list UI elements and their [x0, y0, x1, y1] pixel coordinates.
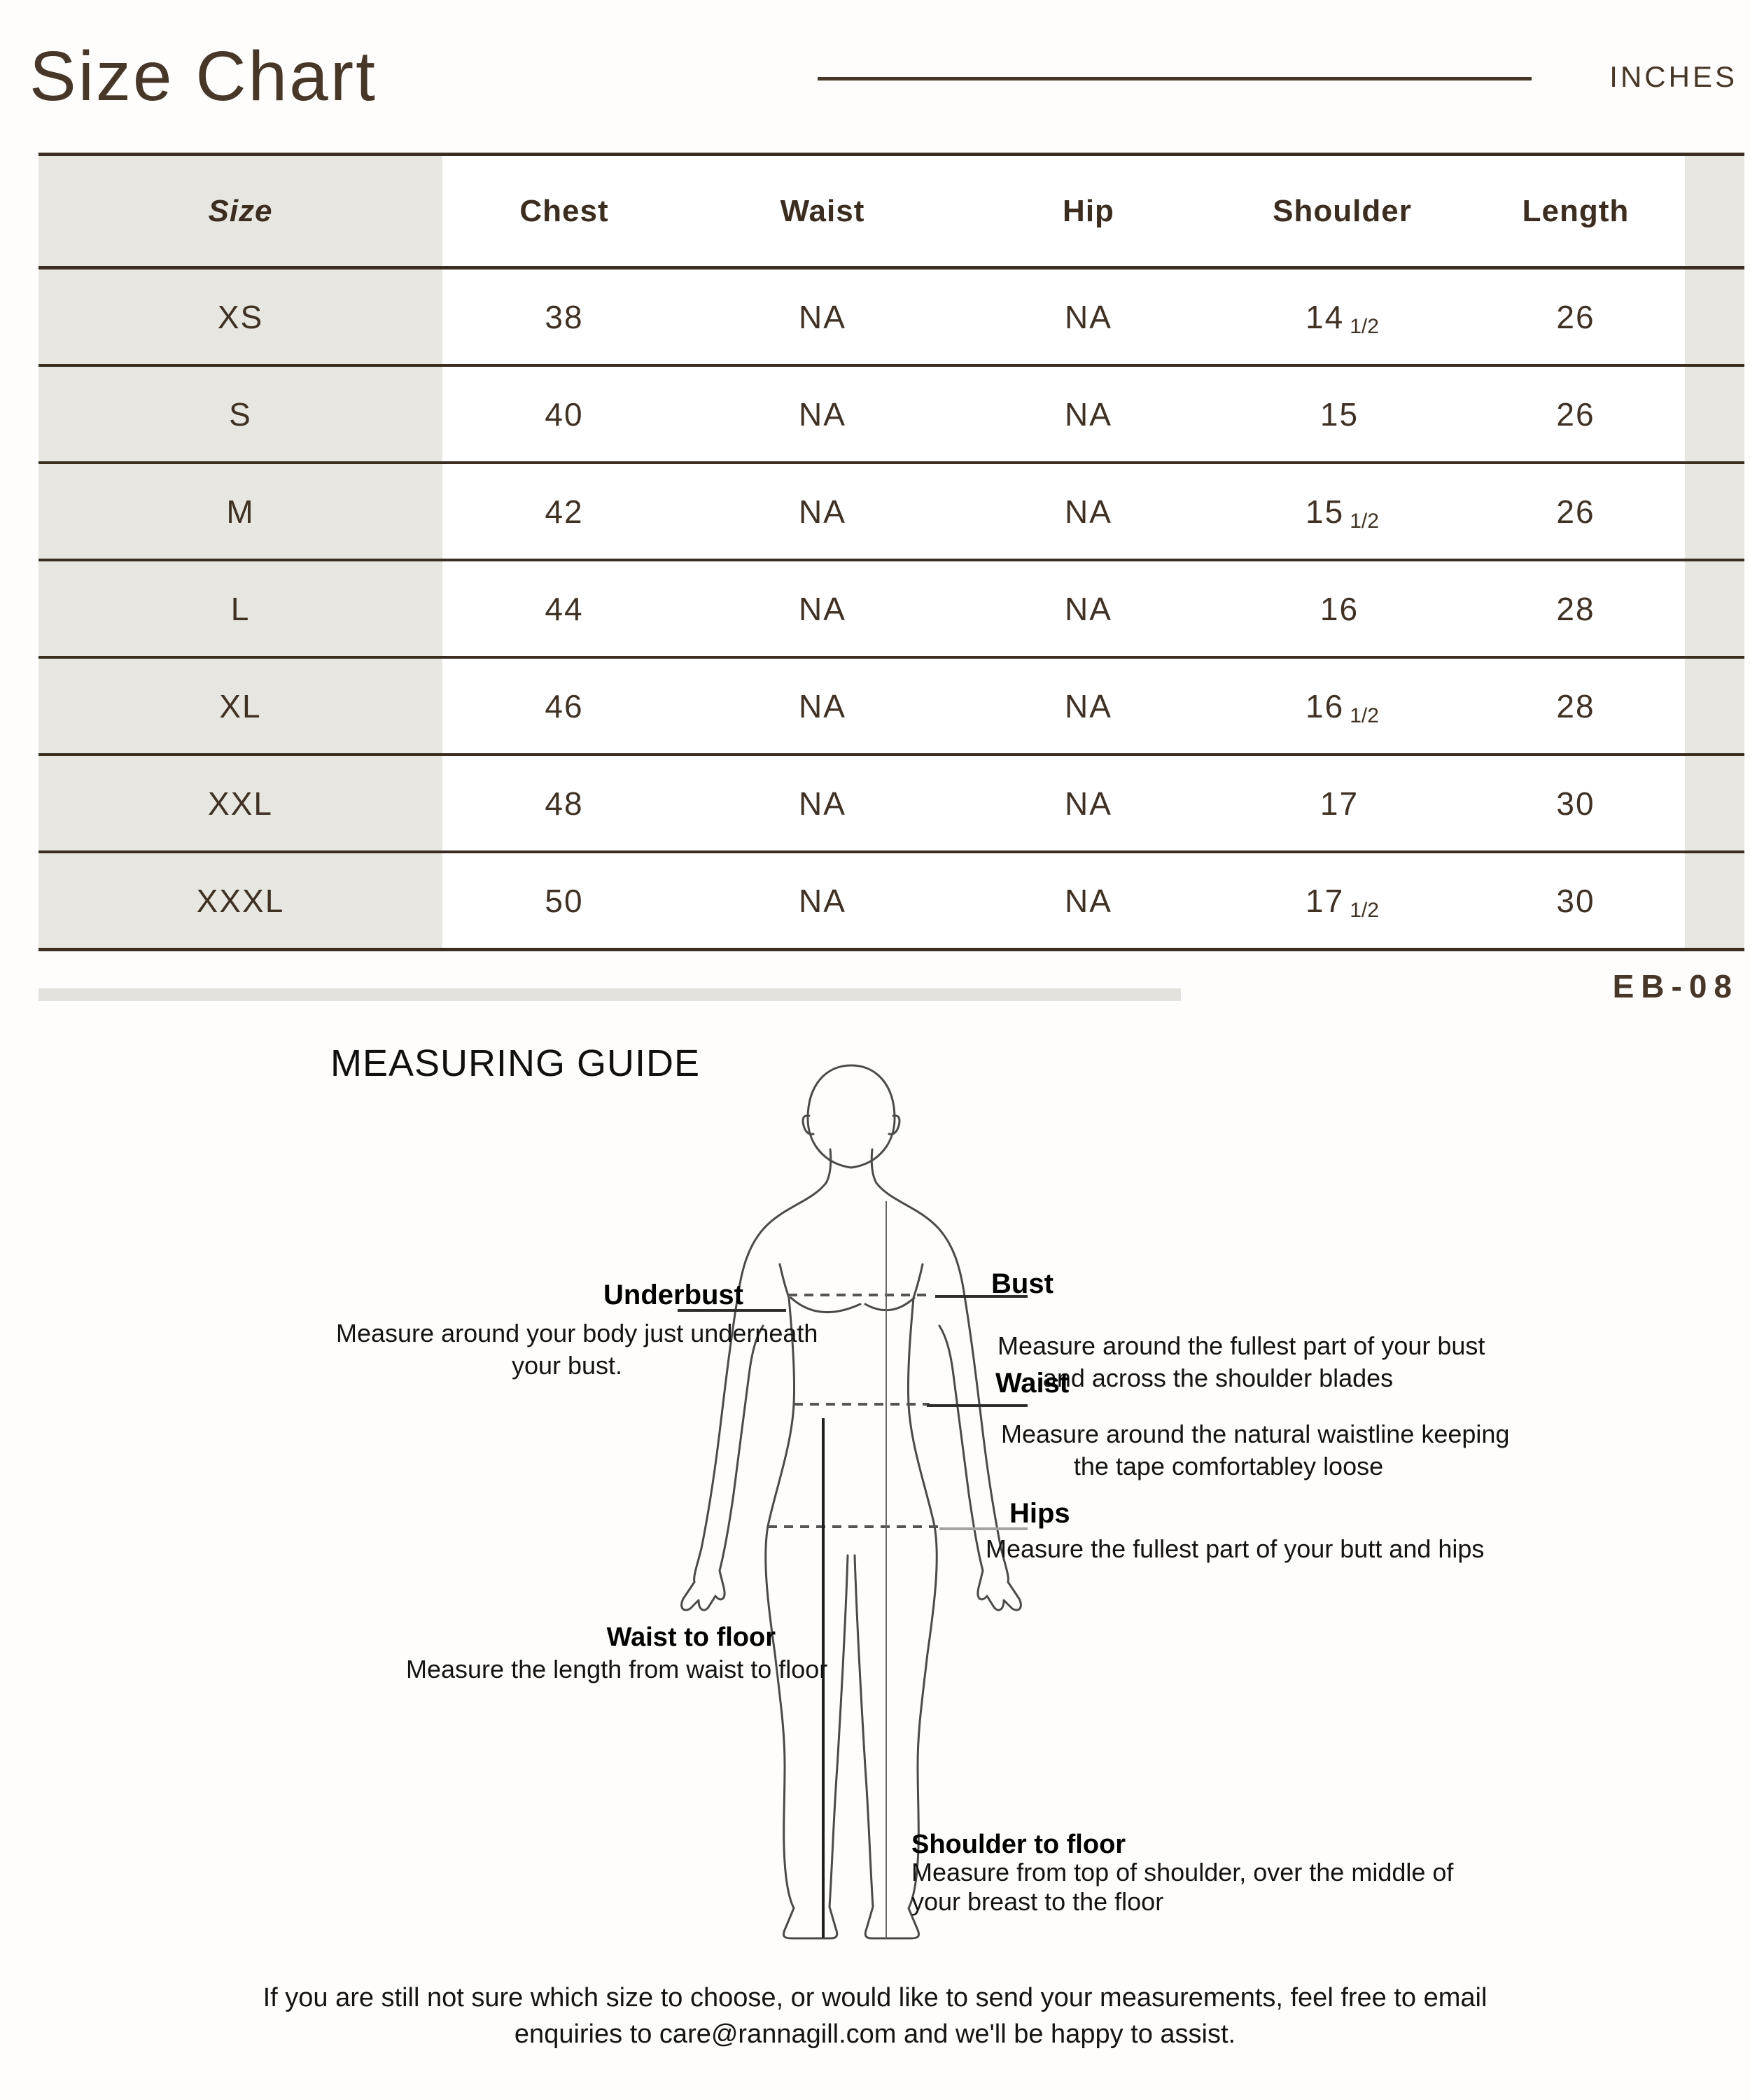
spacer-cell — [1685, 464, 1744, 559]
waist-cell: NA — [686, 367, 959, 461]
shoulder-cell: 15 — [1218, 367, 1466, 461]
size-cell: XXL — [38, 756, 442, 850]
hip-cell: NA — [959, 464, 1218, 559]
body-outline — [682, 1065, 1021, 1938]
length-cell: 30 — [1466, 853, 1685, 948]
length-cell: 26 — [1466, 270, 1685, 364]
fraction: 1/2 — [1350, 509, 1379, 533]
shoulder-cell: 17 1/2 — [1218, 853, 1466, 948]
spacer-cell — [1685, 756, 1744, 850]
hip-cell: NA — [959, 561, 1218, 656]
shoulder-cell: 15 1/2 — [1218, 464, 1466, 559]
bust-text: Measure around the fullest part of your bust and across the shoulder blades — [997, 1331, 1485, 1392]
chest-cell: 46 — [442, 659, 686, 753]
shoulder-cell: 17 — [1218, 756, 1466, 850]
header-cell-spacer — [1685, 156, 1744, 266]
table-row — [38, 464, 1744, 561]
waist-cell: NA — [686, 464, 959, 559]
length-cell: 26 — [1466, 367, 1685, 461]
size-cell: XL — [38, 659, 442, 753]
hip-cell: NA — [959, 270, 1218, 364]
waist-cell: NA — [686, 853, 959, 948]
size-cell: XS — [38, 270, 442, 364]
hips-label: Hips — [1009, 1498, 1070, 1529]
header-cell-size: Size — [38, 156, 442, 266]
style-code: EB-08 — [1612, 968, 1739, 1004]
header-cell-chest: Chest — [442, 156, 686, 266]
waist-to-floor-text: Measure the length from waist to floor — [406, 1655, 828, 1684]
underbust-text: Measure around your body just underneath your bust. — [336, 1319, 818, 1380]
size-table — [38, 153, 1744, 951]
footer-note — [0, 1980, 1750, 2052]
shoulder-cell: 14 1/2 — [1218, 270, 1466, 364]
chest-cell: 40 — [442, 367, 686, 461]
waist-cell: NA — [686, 756, 959, 850]
length-cell: 30 — [1466, 756, 1685, 850]
title-divider-line — [818, 77, 1532, 80]
hip-cell: NA — [959, 853, 1218, 948]
spacer-cell — [1685, 853, 1744, 948]
bust-label: Bust — [991, 1268, 1054, 1299]
spacer-cell — [1685, 367, 1744, 461]
footer-line-1: If you are still not sure which size to choose, or would like to send your measurements, feel free to email — [262, 1983, 1488, 2012]
waist-cell: NA — [686, 561, 959, 656]
table-row — [38, 561, 1744, 659]
chest-cell: 44 — [442, 561, 686, 656]
underbust-label: Underbust — [603, 1280, 743, 1310]
table-row — [38, 659, 1744, 756]
shoulder-cell: 16 1/2 — [1218, 659, 1466, 753]
length-cell: 28 — [1466, 561, 1685, 656]
spacer-cell — [1685, 561, 1744, 656]
unit-label: INCHES — [1609, 60, 1737, 93]
table-row — [38, 367, 1744, 464]
fraction: 1/2 — [1350, 898, 1379, 922]
header-cell-hip: Hip — [959, 156, 1218, 266]
measuring-guide-title: MEASURING GUIDE — [330, 1042, 701, 1084]
shoulder-cell: 16 — [1218, 561, 1466, 656]
shoulder-to-floor-label: Shoulder to floor — [911, 1830, 1126, 1859]
table-row — [38, 853, 1744, 951]
waist-text: Measure around the natural waistline keeping the tape comfortabley loose — [1001, 1420, 1510, 1480]
spacer-cell — [1685, 659, 1744, 753]
spacer-cell — [1685, 270, 1744, 364]
length-cell: 28 — [1466, 659, 1685, 753]
size-cell: XXXL — [38, 853, 442, 948]
fraction: 1/2 — [1350, 704, 1379, 727]
waist-label: Waist — [995, 1368, 1070, 1399]
footer-line-2: enquiries to care@rannagill.com and we'll be happy to assist. — [514, 2019, 1236, 2049]
waist-cell: NA — [686, 659, 959, 753]
header-cell-shoulder: Shoulder — [1218, 156, 1466, 266]
header-cell-waist: Waist — [686, 156, 959, 266]
chest-cell: 38 — [442, 270, 686, 364]
hip-cell: NA — [959, 756, 1218, 850]
chest-cell: 50 — [442, 853, 686, 948]
table-row — [38, 270, 1744, 367]
fraction: 1/2 — [1350, 314, 1379, 338]
header-cell-length: Length — [1466, 156, 1685, 266]
hip-cell: NA — [959, 367, 1218, 461]
size-cell: M — [38, 464, 442, 559]
size-cell: S — [38, 367, 442, 461]
table-row — [38, 756, 1744, 853]
hips-text: Measure the fullest part of your butt and hips — [986, 1534, 1485, 1563]
chest-cell: 42 — [442, 464, 686, 559]
waist-to-floor-label: Waist to floor — [606, 1623, 776, 1652]
length-cell: 26 — [1466, 464, 1685, 559]
chest-cell: 48 — [442, 756, 686, 850]
waist-cell: NA — [686, 270, 959, 364]
divider-bar — [38, 988, 1181, 1001]
size-cell: L — [38, 561, 442, 656]
measurement-lines — [678, 1201, 1028, 1938]
table-header-row — [38, 156, 1744, 270]
shoulder-to-floor-text: Measure from top of shoulder, over the middle of your breast to the floor — [911, 1858, 1454, 1916]
hip-cell: NA — [959, 659, 1218, 753]
page-title: Size Chart — [29, 37, 377, 115]
